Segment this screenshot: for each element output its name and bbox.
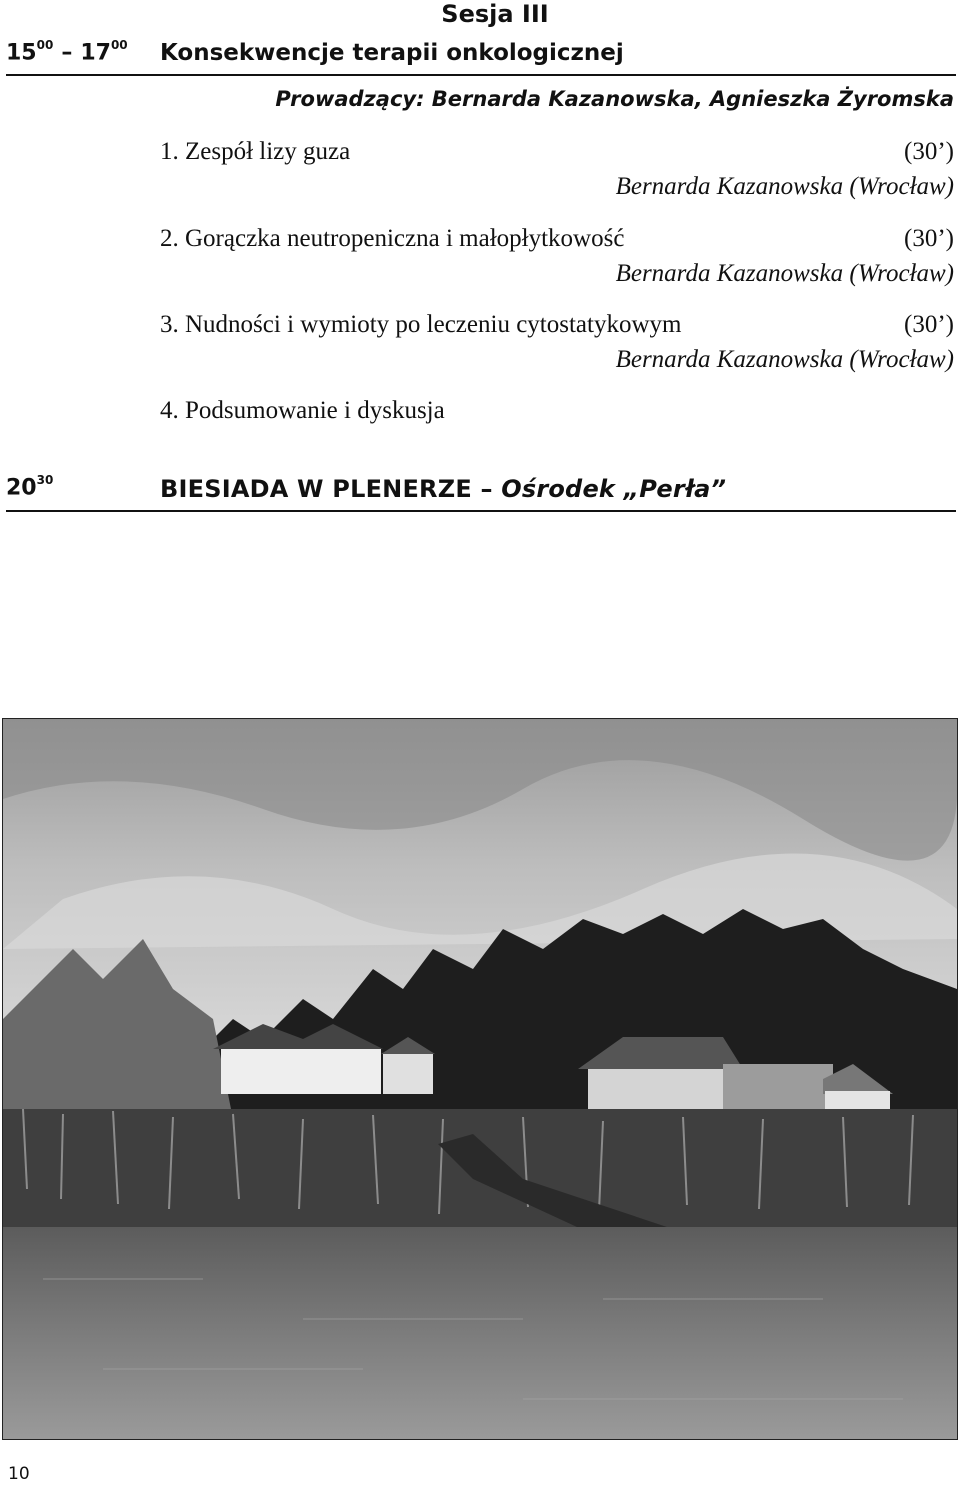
- event-time: $20^{30}$: [6, 473, 54, 501]
- moderators: Prowadzący: Bernarda Kazanowska, Agnieszka Żyromska: [275, 87, 954, 111]
- lecture-title: 2. Gorączka neutropeniczna i małopłytkowość: [160, 225, 625, 252]
- session-title: Sesja III: [441, 0, 549, 28]
- divider: [6, 510, 956, 512]
- lecture-title: 1. Zespół lizy guza: [160, 138, 351, 165]
- landscape-photo: [2, 718, 958, 1440]
- session-time: $15^{00} - 17^{00}$: [6, 38, 128, 66]
- lecture-duration: (30’): [904, 138, 954, 165]
- lecture-duration: (30’): [904, 225, 954, 252]
- page-number: 10: [8, 1464, 30, 1484]
- lecture-speaker: Bernarda Kazanowska (Wrocław): [615, 173, 954, 200]
- divider: [6, 74, 956, 76]
- lecture-speaker: Bernarda Kazanowska (Wrocław): [615, 260, 954, 287]
- session-heading: Konsekwencje terapii onkologicznej: [160, 40, 624, 66]
- lecture-duration: (30’): [904, 311, 954, 338]
- lecture-speaker: Bernarda Kazanowska (Wrocław): [615, 346, 954, 373]
- lecture-title: 3. Nudności i wymioty po leczeniu cytostatykowym: [160, 311, 682, 338]
- lecture-title: 4. Podsumowanie i dyskusja: [160, 397, 445, 424]
- event-venue: Ośrodek „Perła”: [501, 475, 727, 503]
- event-title: BIESIADA W PLENERZE – Ośrodek „Perła”: [160, 475, 727, 503]
